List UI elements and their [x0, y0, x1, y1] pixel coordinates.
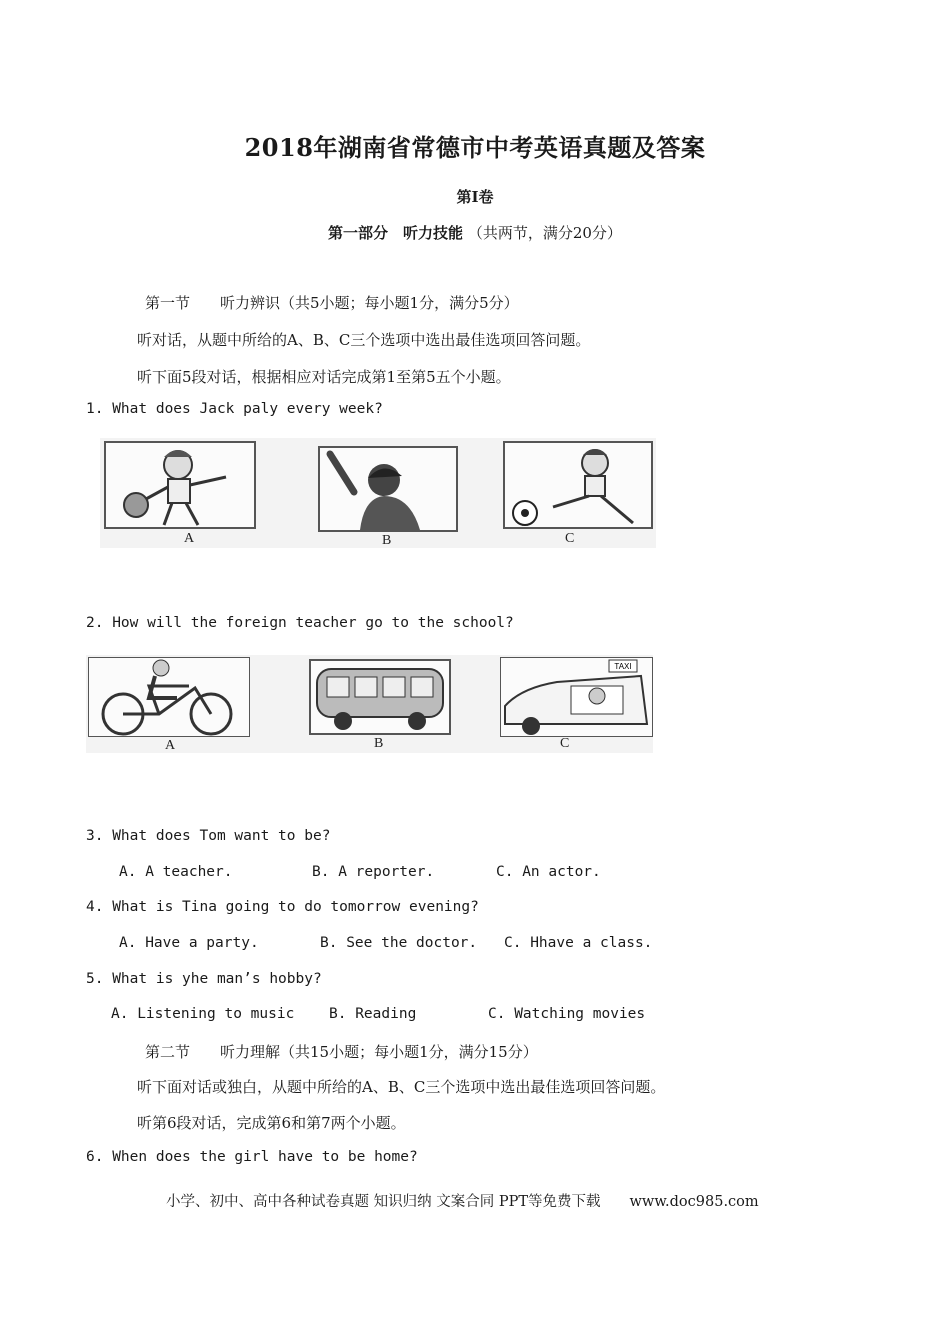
section2-instruction-2: 听第6段对话，完成第6和第7两个小题。: [137, 1114, 406, 1132]
question-6: 6. When does the girl have to be home?: [86, 1149, 418, 1165]
section1-instruction-1: 听对话，从题中所给的A、B、C三个选项中选出最佳选项回答问题。: [137, 331, 591, 349]
question-3: 3. What does Tom want to be?: [86, 828, 331, 844]
section1-heading: 第一节 听力辨识（共5小题；每小题1分，满分5分）: [145, 294, 519, 312]
q2-label-b: B: [374, 736, 384, 751]
question-1: 1. What does Jack paly every week?: [86, 401, 383, 417]
q2-picture-c: [500, 657, 653, 737]
q2-label-a: A: [165, 738, 176, 753]
page-title: 2018年湖南省常德市中考英语真题及答案: [244, 133, 706, 162]
q5-option-b: B. Reading: [329, 1006, 417, 1022]
q5-option-c: C. Watching movies: [488, 1006, 646, 1022]
section1-instruction-2: 听下面5段对话，根据相应对话完成第1至第5五个小题。: [137, 368, 511, 386]
q1-picture-b: [318, 446, 458, 532]
q2-picture-a: [88, 657, 250, 737]
q1-picture-c: [503, 441, 653, 529]
part-note: （共两节，满分20分）: [467, 224, 622, 242]
school-bus-icon: [311, 661, 449, 733]
q4-option-a: A. Have a party.: [119, 935, 259, 951]
q4-option-b: B. See the doctor.: [320, 935, 478, 951]
q4-option-c: C. Hhave a class.: [504, 935, 653, 951]
taxi-sign-text: TAXI: [614, 662, 632, 671]
part-heading: [0, 222, 950, 243]
section2-instruction-1: 听下面对话或独白，从题中所给的A、B、C三个选项中选出最佳选项回答问题。: [137, 1078, 666, 1096]
q5-option-a: A. Listening to music: [111, 1006, 295, 1022]
bicycle-icon: [89, 658, 249, 736]
q3-option-a: A. A teacher.: [119, 864, 233, 880]
q1-label-c: C: [565, 531, 575, 546]
baseball-player-icon: [320, 448, 456, 530]
question-5: 5. What is yhe man’s hobby?: [86, 971, 322, 987]
q1-label-b: B: [382, 533, 392, 548]
soccer-boy-icon: [505, 443, 651, 527]
q1-picture-a: [104, 441, 256, 529]
question-4: 4. What is Tina going to do tomorrow evening?: [86, 899, 479, 915]
q3-option-c: C. An actor.: [496, 864, 601, 880]
section2-heading: 第二节 听力理解（共15小题；每小题1分，满分15分）: [145, 1043, 538, 1061]
q1-label-a: A: [184, 531, 195, 546]
q3-option-b: B. A reporter.: [312, 864, 435, 880]
volume-label: 第I卷: [456, 188, 494, 206]
taxi-icon: [501, 658, 652, 736]
q2-picture-b: [309, 659, 451, 735]
basketball-boy-icon: [106, 443, 254, 527]
q2-label-c: C: [560, 736, 570, 751]
footer-text: 小学、初中、高中各种试卷真题 知识归纳 文案合同 PPT等免费下载 www.doc985.com: [166, 1194, 759, 1210]
question-2: 2. How will the foreign teacher go to the school?: [86, 615, 514, 631]
part-title: 第一部分 听力技能: [328, 224, 464, 242]
